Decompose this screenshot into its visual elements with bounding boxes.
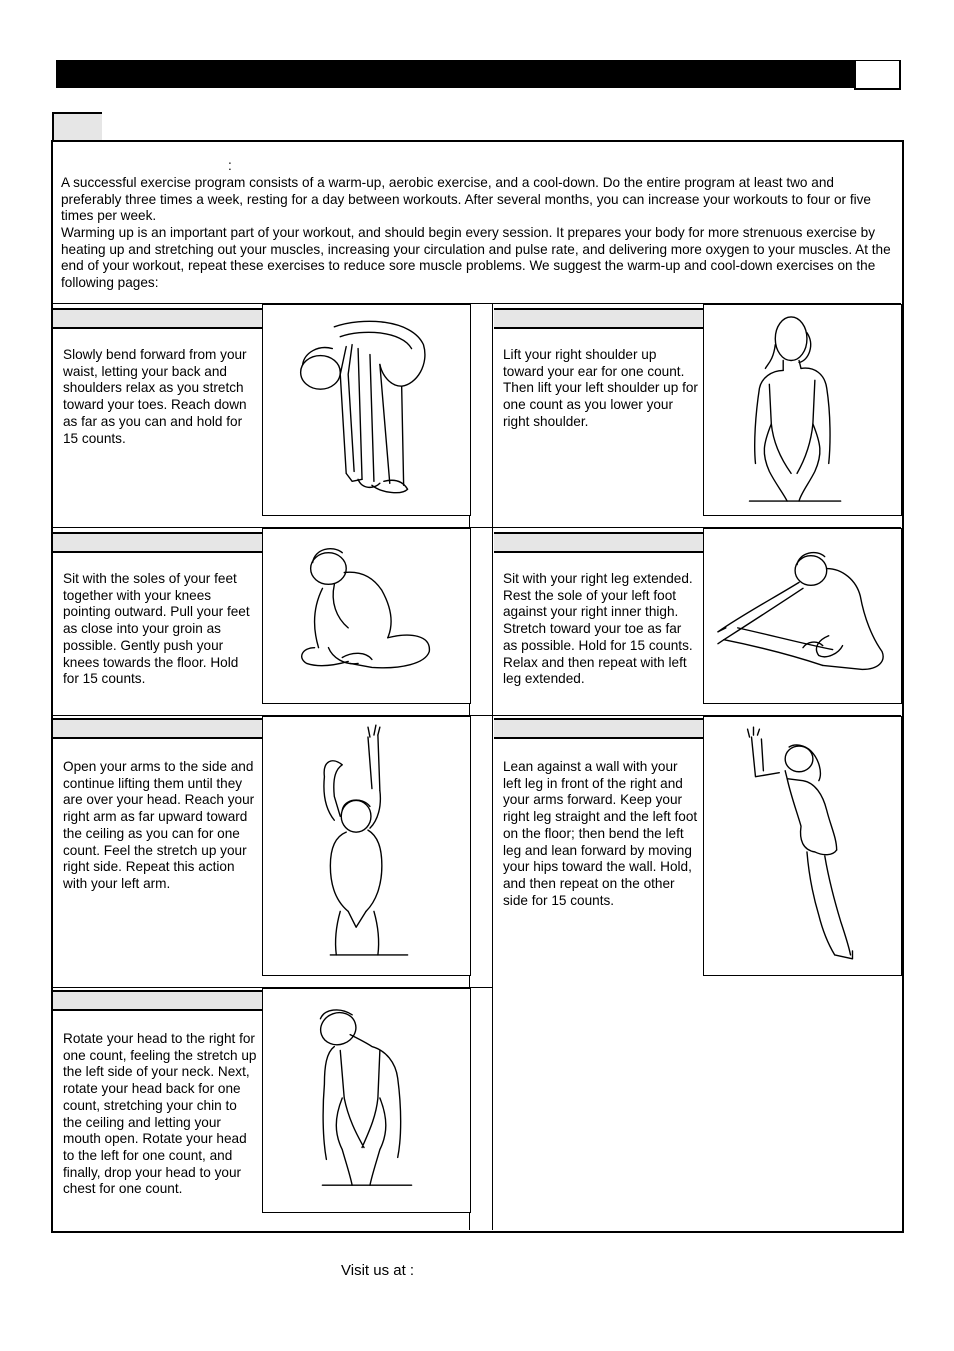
exercise-description: Lean against a wall with your left leg in front of the right and your arms forward. Keep your right leg straight and the left foot on the floor; then bend the left leg and lean forward by moving your hips toward the wall. Hold, and then repeat on the other side for 15 counts. <box>503 759 698 908</box>
header-bar <box>56 60 856 88</box>
side-reach-figure <box>262 716 471 976</box>
footer-visit-text: Visit us at : <box>341 1262 415 1279</box>
page-number-box <box>854 60 901 90</box>
exercise-description: Lift your right shoulder up toward your ear for one count. Then lift your left shoulder up for one count as you lower your right shoulder. <box>503 347 698 429</box>
exercise-header <box>53 990 262 1011</box>
exercise-header <box>494 308 703 329</box>
shoulder-lift-figure <box>703 304 902 516</box>
intro-colon: : <box>228 158 232 173</box>
hamstring-figure <box>703 528 902 704</box>
section-tab <box>52 112 102 142</box>
exercise-header <box>53 532 262 553</box>
exercise-description: Open your arms to the side and continue lifting them until they are over your head. Reach your right arm as far upward toward the ceiling as you can for one count. Feel the stretch up your right side. Repeat this action with your left arm. <box>63 759 255 891</box>
intro-paragraph-1: A successful exercise program consists of a warm-up, aerobic exercise, and a cool-down. Do the entire program at least two and preferably three times a week, resting for a day between workouts. After several months, you can increase your workouts to four or five times per week. <box>61 175 871 224</box>
grid-divider <box>492 304 493 1230</box>
exercise-header <box>53 308 262 329</box>
calf-stretch-figure <box>703 716 902 976</box>
exercise-header <box>53 718 262 739</box>
intro-paragraph-2: Warming up is an important part of your workout, and should begin every session. It prepares your body for more strenuous exercise by heating up and stretching out your muscles, increasing your circulation and pulse rate, and delivering more oxygen to your muscles. At the end of your workout, repeat these exercises to reduce sore muscle problems. We suggest the warm-up and cool-down exercises on the following pages: <box>61 225 891 291</box>
exercise-description: Sit with your right leg extended. Rest the sole of your left foot against your right inner thigh. Stretch toward your toe as far as possible. Hold for 15 counts. Relax and then repeat with left leg extended. <box>503 571 693 687</box>
head-roll-figure <box>262 988 471 1213</box>
exercise-header <box>494 718 703 739</box>
exercise-header <box>494 532 703 553</box>
exercise-description: Rotate your head to the right for one count, feeling the stretch up the left side of your neck. Next, rotate your head back for one count, stretching your chin to the ceiling and letting your mouth open. Rotate your head to the left for one count, and finally, drop your head to your chest for one count. <box>63 1031 257 1197</box>
toe-touch-figure <box>262 304 471 516</box>
exercise-description: Slowly bend forward from your waist, letting your back and shoulders relax as you stretch toward your toes. Reach down as far as you can and hold for 15 counts. <box>63 347 247 446</box>
inner-thigh-figure <box>262 528 471 704</box>
exercise-description: Sit with the soles of your feet together with your knees pointing outward. Pull your feet as close into your groin as possible. Gently push your knees towards the floor. Hold for 15 counts. <box>63 571 250 687</box>
